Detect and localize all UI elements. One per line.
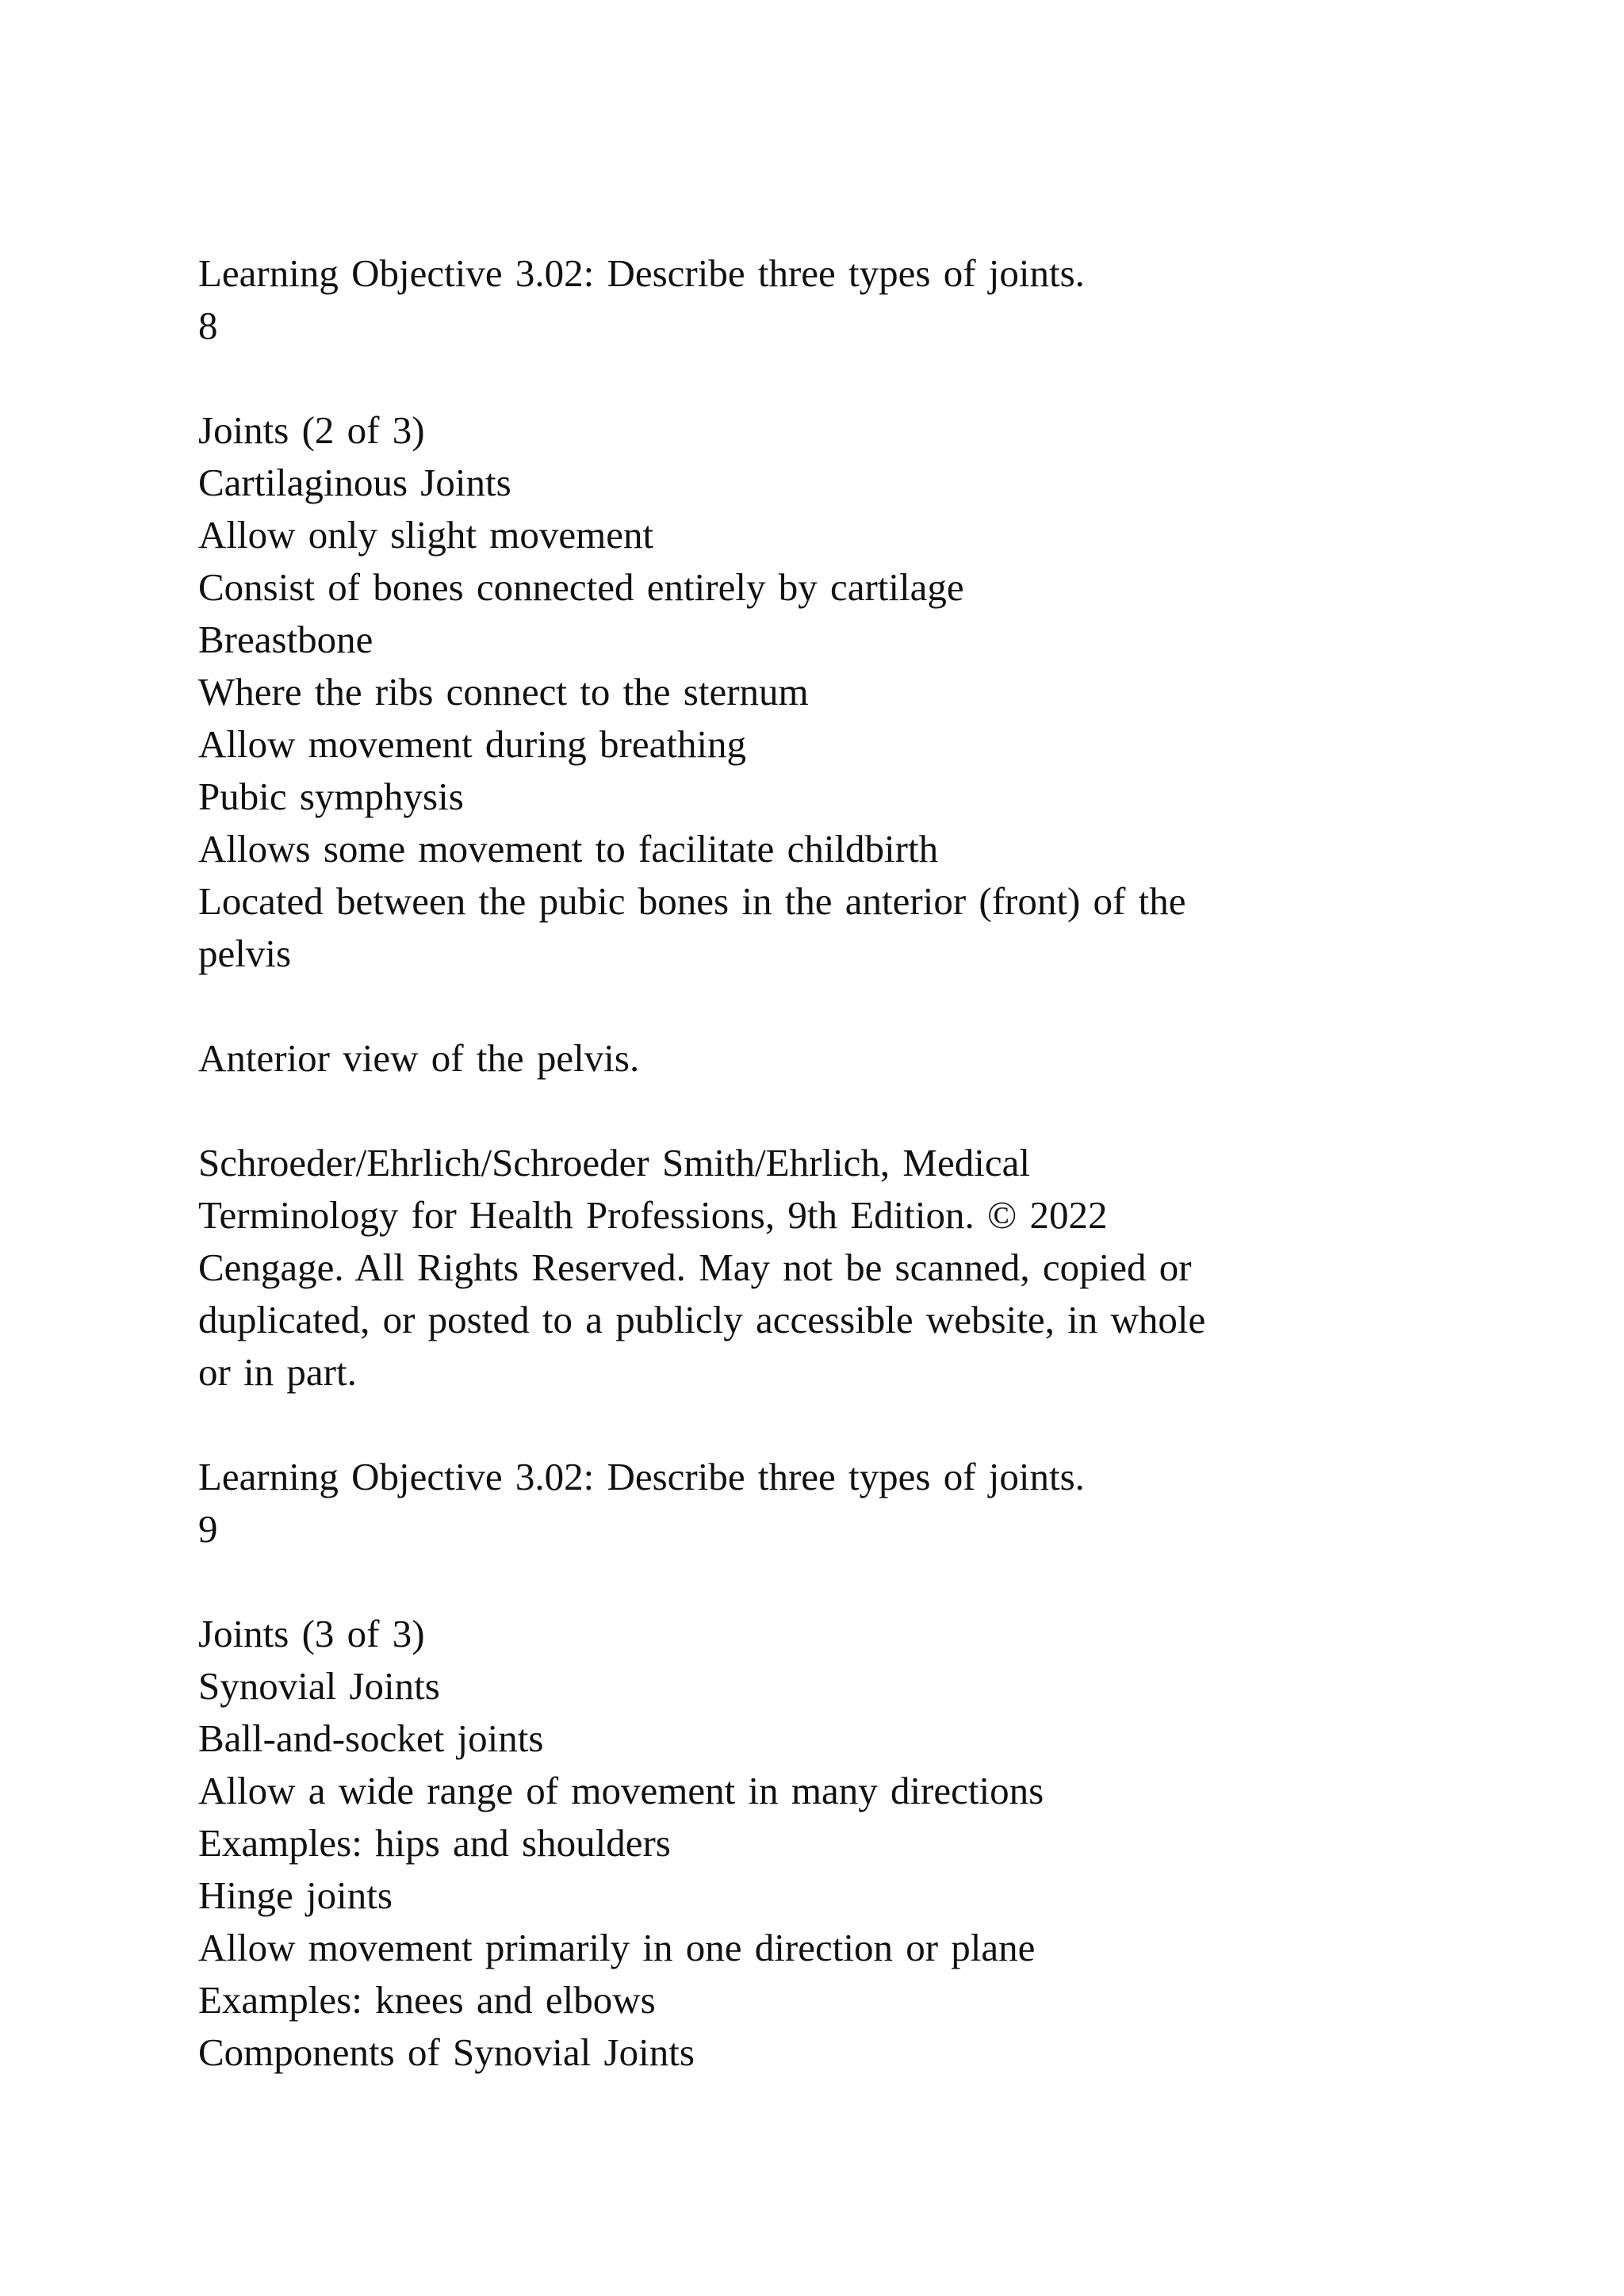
- blank-line: [198, 1556, 1546, 1608]
- text-line: Allow only slight movement: [198, 513, 654, 557]
- text-line: Consist of bones connected entirely by cartilage: [198, 565, 964, 609]
- section-title: Joints (2 of 3): [198, 408, 425, 452]
- blank-line: [198, 352, 1546, 404]
- text-line: Hinge joints: [198, 1873, 393, 1917]
- text-line: Cartilaginous Joints: [198, 461, 511, 504]
- text-line: Examples: hips and shoulders: [198, 1821, 671, 1865]
- copyright-line: duplicated, or posted to a publicly accessible website, in whole: [198, 1298, 1206, 1341]
- copyright-line: Schroeder/Ehrlich/Schroeder Smith/Ehrlich, Medical: [198, 1141, 1030, 1184]
- blank-line: [198, 1085, 1546, 1137]
- objective-heading: Learning Objective 3.02: Describe three types of joints.: [198, 1455, 1085, 1498]
- document-text: [198, 247, 1546, 2079]
- objective-heading: Learning Objective 3.02: Describe three types of joints.: [198, 251, 1085, 295]
- slide-number: 8: [198, 304, 218, 347]
- copyright-line: Cengage. All Rights Reserved. May not be scanned, copied or: [198, 1246, 1192, 1289]
- section-title: Joints (3 of 3): [198, 1612, 425, 1655]
- copyright-line: Terminology for Health Professions, 9th Edition. © 2022: [198, 1193, 1108, 1237]
- text-line: Allow a wide range of movement in many directions: [198, 1769, 1044, 1812]
- text-line: Located between the pubic bones in the anterior (front) of the: [198, 879, 1186, 923]
- copyright-line: or in part.: [198, 1350, 357, 1394]
- text-line: Components of Synovial Joints: [198, 2030, 695, 2074]
- slide-number: 9: [198, 1507, 218, 1551]
- text-line: pelvis: [198, 932, 292, 975]
- text-line: Breastbone: [198, 618, 373, 661]
- text-line: Where the ribs connect to the sternum: [198, 670, 809, 714]
- blank-line: [198, 1399, 1546, 1451]
- text-line: Synovial Joints: [198, 1664, 440, 1708]
- figure-caption: Anterior view of the pelvis.: [198, 1036, 640, 1080]
- blank-line: [198, 980, 1546, 1032]
- text-line: Allow movement primarily in one direction or plane: [198, 1926, 1036, 1969]
- text-line: Ball-and-socket joints: [198, 1716, 544, 1760]
- text-line: Examples: knees and elbows: [198, 1978, 656, 2022]
- text-line: Allow movement during breathing: [198, 722, 747, 766]
- text-line: Pubic symphysis: [198, 775, 464, 818]
- text-line: Allows some movement to facilitate childbirth: [198, 827, 939, 871]
